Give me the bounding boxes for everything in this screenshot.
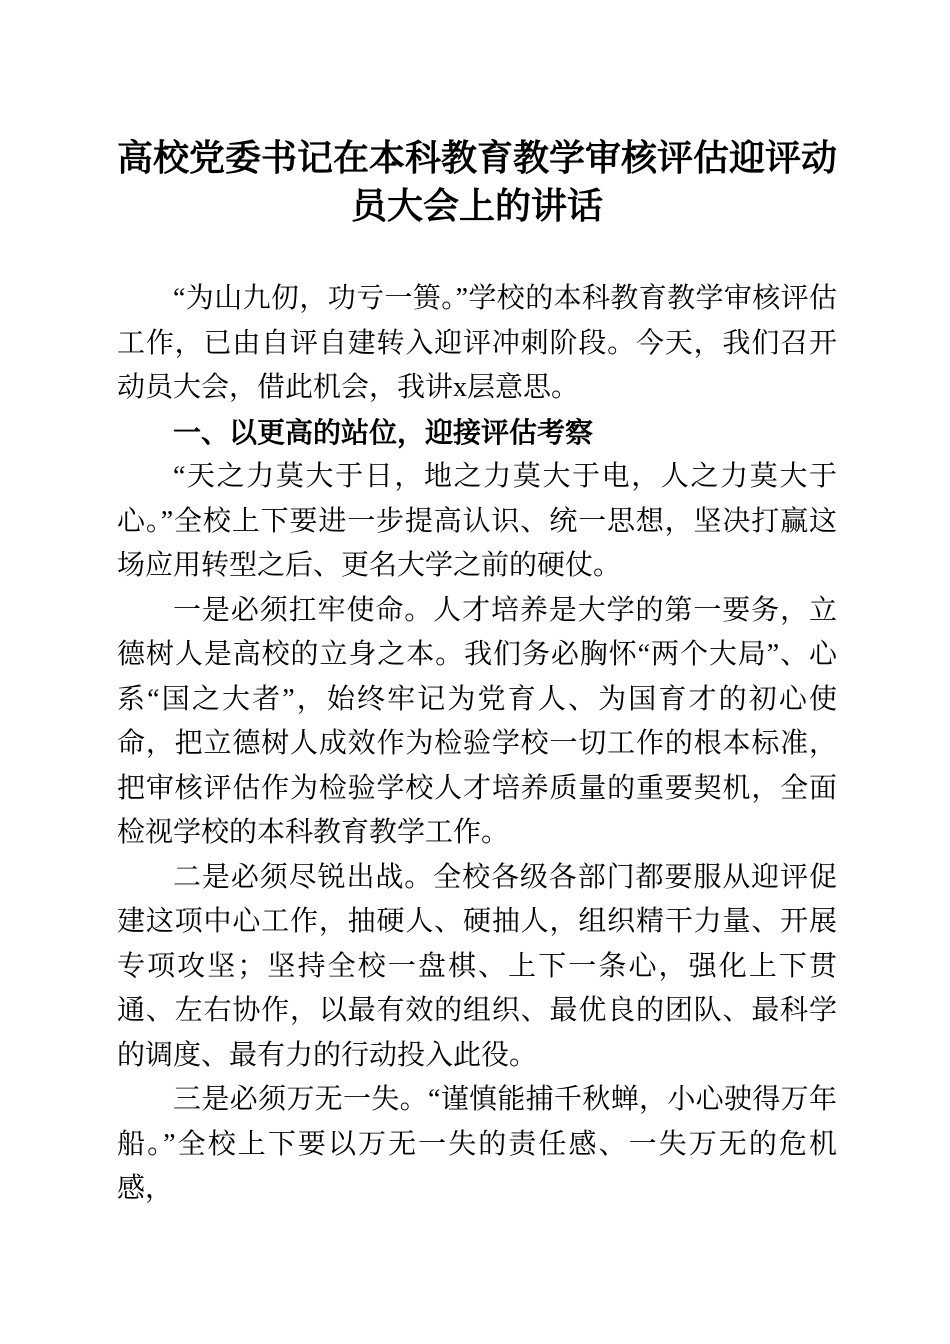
paragraph-point-2: 二是必须尽锐出战。全校各级各部门都要服从迎评促建这项中心工作，抽硬人、硬抽人，组织精干力量、开展专项攻坚；坚持全校一盘棋、上下一条心，强化上下贯通、左右协作，以最有效的组织、最优良的团队、最科学的调度、最有力的行动投入此役。 bbox=[117, 861, 837, 1071]
paragraph-point-1: 一是必须扛牢使命。人才培养是大学的第一要务，立德树人是高校的立身之本。我们务必胸怀“两个大局”、心系“国之大者”，始终牢记为党育人、为国育才的初心使命，把立德树人成效作为检验学校一切工作的根本标准，把审核评估作为检验学校人才培养质量的重要契机，全面检视学校的本科教育教学工作。 bbox=[117, 594, 837, 848]
section-heading-1: 一、以更高的站位，迎接评估考察 bbox=[173, 416, 594, 448]
paragraph-section1-lead: “天之力莫大于日，地之力莫大于电，人之力莫大于心。”全校上下要进一步提高认识、统一思想，坚决打赢这场应用转型之后、更名大学之前的硬仗。 bbox=[117, 461, 837, 581]
document-title: 高校党委书记在本科教育教学审核评估迎评动员大会上的讲话 bbox=[117, 138, 838, 226]
paragraph-intro: “为山九仞，功亏一篑。”学校的本科教育教学审核评估工作，已由自评自建转入迎评冲刺阶段。今天，我们召开动员大会，借此机会，我讲x层意思。 bbox=[117, 283, 837, 403]
paragraph-point-3: 三是必须万无一失。“谨慎能捕千秋蝉，小心驶得万年船。”全校上下要以万无一失的责任感、一失万无的危机感， bbox=[117, 1084, 837, 1204]
